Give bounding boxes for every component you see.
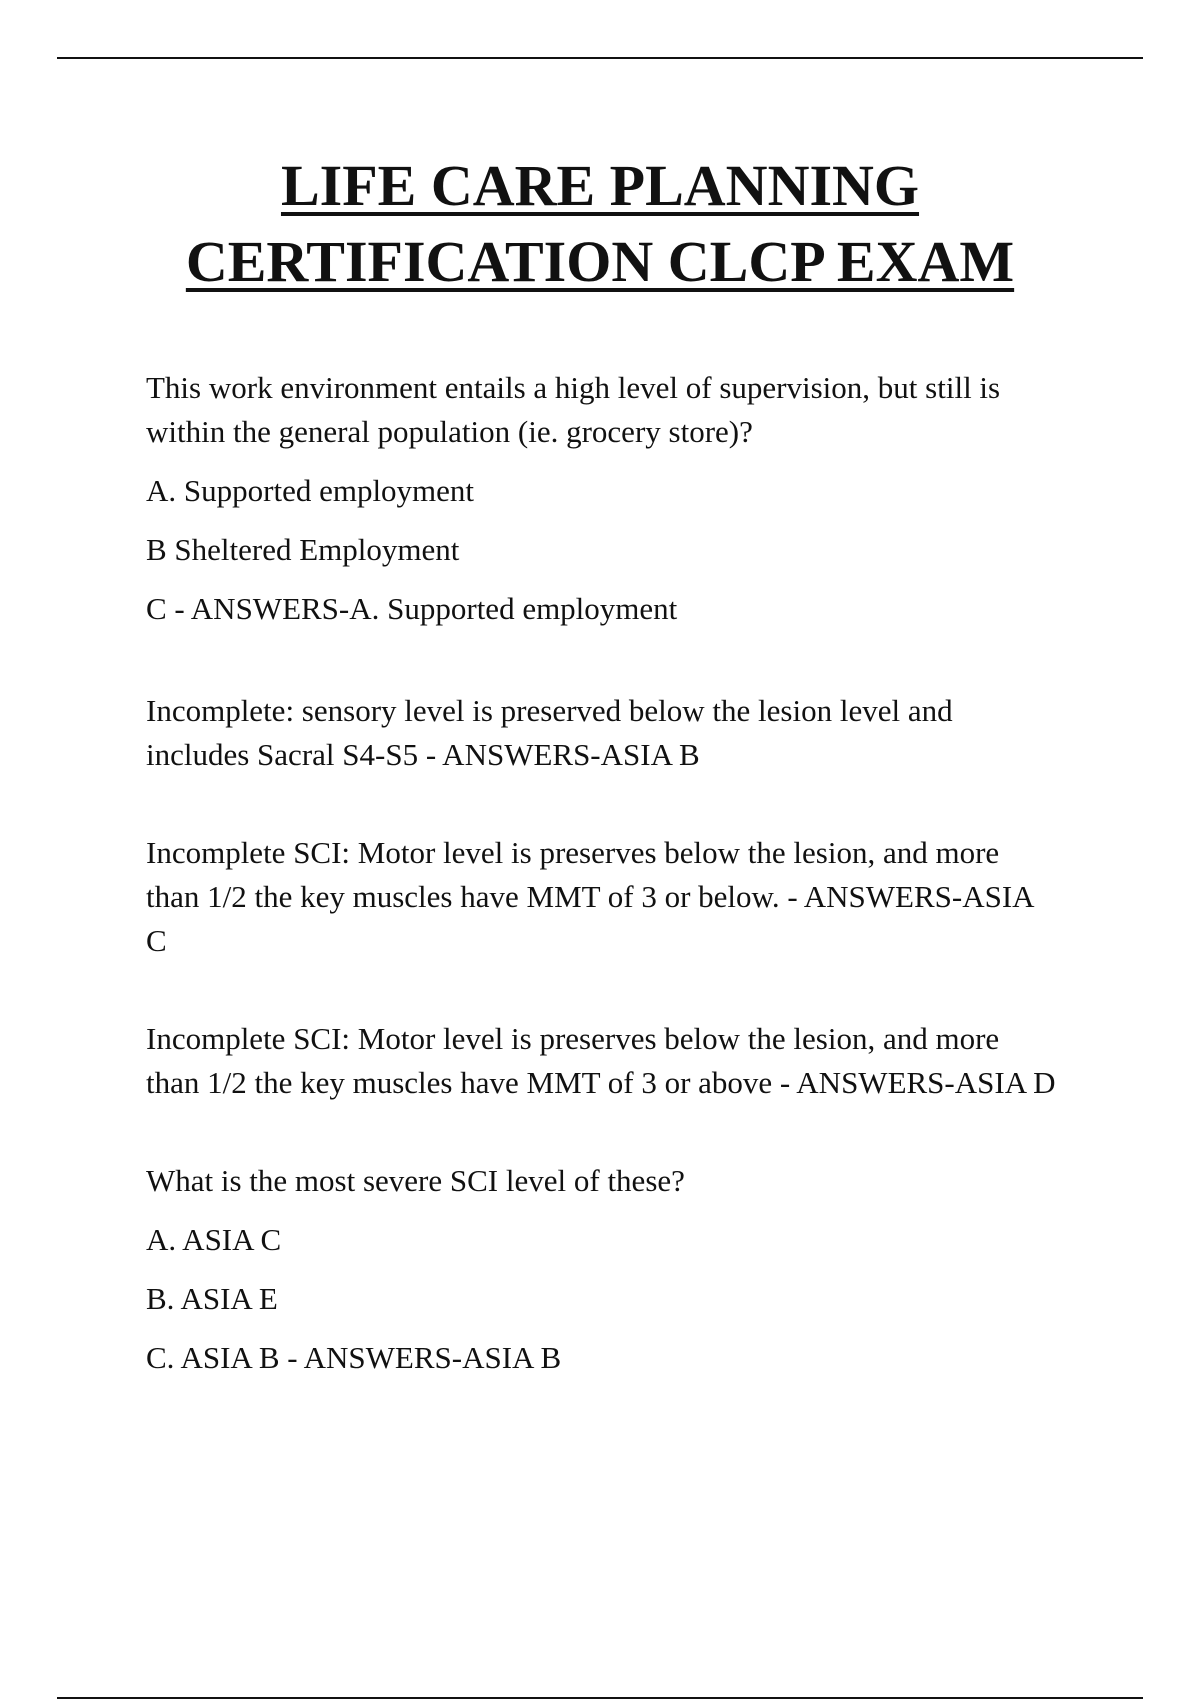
title-line-2: CERTIFICATION CLCP EXAM bbox=[185, 229, 1015, 294]
question-block bbox=[146, 1017, 1056, 1105]
title-line-1: LIFE CARE PLANNING bbox=[280, 153, 920, 218]
answer-option: A. ASIA C bbox=[146, 1222, 282, 1257]
question-block bbox=[146, 1159, 1056, 1380]
answer-option: A. Supported employment bbox=[146, 473, 475, 508]
question-block bbox=[146, 689, 1056, 777]
question-text: Incomplete: sensory level is preserved below the lesion level and includes Sacral S4-S5 - ANSWERS-ASIA B bbox=[146, 693, 953, 772]
question-block bbox=[146, 831, 1056, 963]
answer-option: B Sheltered Employment bbox=[146, 532, 460, 567]
question-block bbox=[146, 366, 1056, 631]
answer-option: C. ASIA B - ANSWERS-ASIA B bbox=[146, 1340, 562, 1375]
document-body bbox=[146, 366, 1056, 1395]
top-rule bbox=[57, 57, 1143, 59]
bottom-rule bbox=[57, 1697, 1143, 1699]
answer-option: B. ASIA E bbox=[146, 1281, 278, 1316]
question-text: This work environment entails a high level of supervision, but still is within the general population (ie. grocery store)? bbox=[146, 370, 1001, 449]
question-text: Incomplete SCI: Motor level is preserves below the lesion, and more than 1/2 the key muscles have MMT of 3 or above - ANSWERS-ASIA D bbox=[146, 1021, 1056, 1100]
question-text: Incomplete SCI: Motor level is preserves below the lesion, and more than 1/2 the key muscles have MMT of 3 or below. - ANSWERS-ASIA C bbox=[146, 835, 1033, 958]
page-title bbox=[0, 148, 1200, 300]
answer-option: C - ANSWERS-A. Supported employment bbox=[146, 591, 678, 626]
question-text: What is the most severe SCI level of these? bbox=[146, 1163, 685, 1198]
